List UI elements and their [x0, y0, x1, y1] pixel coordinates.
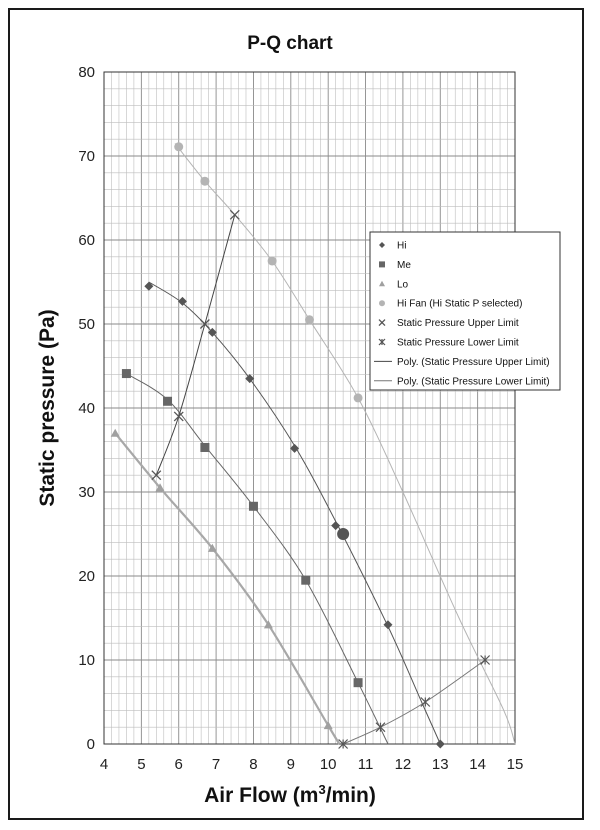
data-point [245, 374, 254, 383]
x-tick-label: 11 [357, 756, 374, 773]
operating-point [337, 528, 349, 540]
chart-frame [8, 8, 584, 820]
legend-entry [374, 357, 550, 368]
x-tick-label: 14 [469, 756, 486, 773]
legend [370, 232, 560, 390]
y-tick-label: 30 [78, 484, 95, 501]
data-point [331, 521, 340, 530]
legend-entry [379, 299, 522, 310]
x-axis-label [204, 782, 376, 807]
x-tick-label: 12 [394, 756, 412, 773]
legend-label: Poly. (Static Pressure Lower Limit) [397, 376, 550, 388]
data-point [379, 300, 385, 306]
y-tick-label: 0 [86, 736, 95, 753]
data-point [301, 576, 310, 585]
y-tick-label: 70 [78, 148, 95, 165]
legend-label: Hi [397, 240, 407, 252]
legend-label: Poly. (Static Pressure Upper Limit) [397, 356, 550, 368]
x-tick-label: 8 [249, 756, 258, 773]
y-tick-label: 40 [78, 400, 95, 417]
y-tick-label: 10 [78, 652, 95, 669]
data-point [268, 257, 277, 266]
trendline [343, 660, 485, 744]
legend-label: Static Pressure Upper Limit [397, 318, 519, 330]
grid [104, 72, 515, 744]
legend-label: Lo [397, 279, 409, 291]
pq-chart [10, 10, 586, 822]
data-point [436, 740, 445, 749]
x-axis-label-end: /min) [325, 784, 376, 807]
x-tick-label: 5 [137, 756, 146, 773]
legend-entry [374, 376, 550, 387]
x-axis-label-main: Air Flow (m [204, 784, 319, 807]
data-point [200, 443, 209, 452]
chart-title: P-Q chart [247, 33, 333, 54]
y-tick-labels [78, 64, 95, 753]
x-tick-label: 6 [174, 756, 183, 773]
data-point [122, 369, 131, 378]
x-tick-label: 7 [211, 756, 221, 773]
x-tick-label: 15 [506, 756, 524, 773]
y-axis-label: Static pressure (Pa) [36, 309, 59, 507]
data-point [305, 315, 314, 324]
y-tick-label: 50 [78, 316, 95, 333]
legend-label: Me [397, 259, 411, 271]
data-point [379, 261, 385, 267]
data-point [144, 282, 153, 291]
x-tick-label: 10 [319, 756, 337, 773]
data-point [163, 397, 172, 406]
legend-label: Static Pressure Lower Limit [397, 337, 519, 349]
data-point [354, 678, 363, 687]
fit-curve-line [126, 374, 388, 744]
data-point [354, 393, 363, 402]
x-tick-label: 13 [431, 756, 449, 773]
data-point [383, 620, 392, 629]
y-tick-label: 80 [78, 64, 95, 81]
legend-entry [379, 318, 519, 329]
x-axis-label-superscript: 3 [318, 782, 326, 797]
data-point [249, 502, 258, 511]
x-tick-label: 9 [286, 756, 295, 773]
data-point [174, 142, 183, 151]
data-point [421, 698, 430, 707]
legend-label: Hi Fan (Hi Static P selected) [397, 298, 523, 310]
legend-entry [379, 338, 519, 349]
y-tick-label: 60 [78, 232, 95, 249]
data-point [200, 177, 209, 186]
x-tick-label: 4 [99, 756, 109, 773]
data-point [178, 297, 187, 306]
data-point [230, 210, 239, 219]
y-tick-label: 20 [78, 568, 95, 585]
x-tick-labels [100, 756, 524, 773]
data-point [111, 429, 120, 437]
